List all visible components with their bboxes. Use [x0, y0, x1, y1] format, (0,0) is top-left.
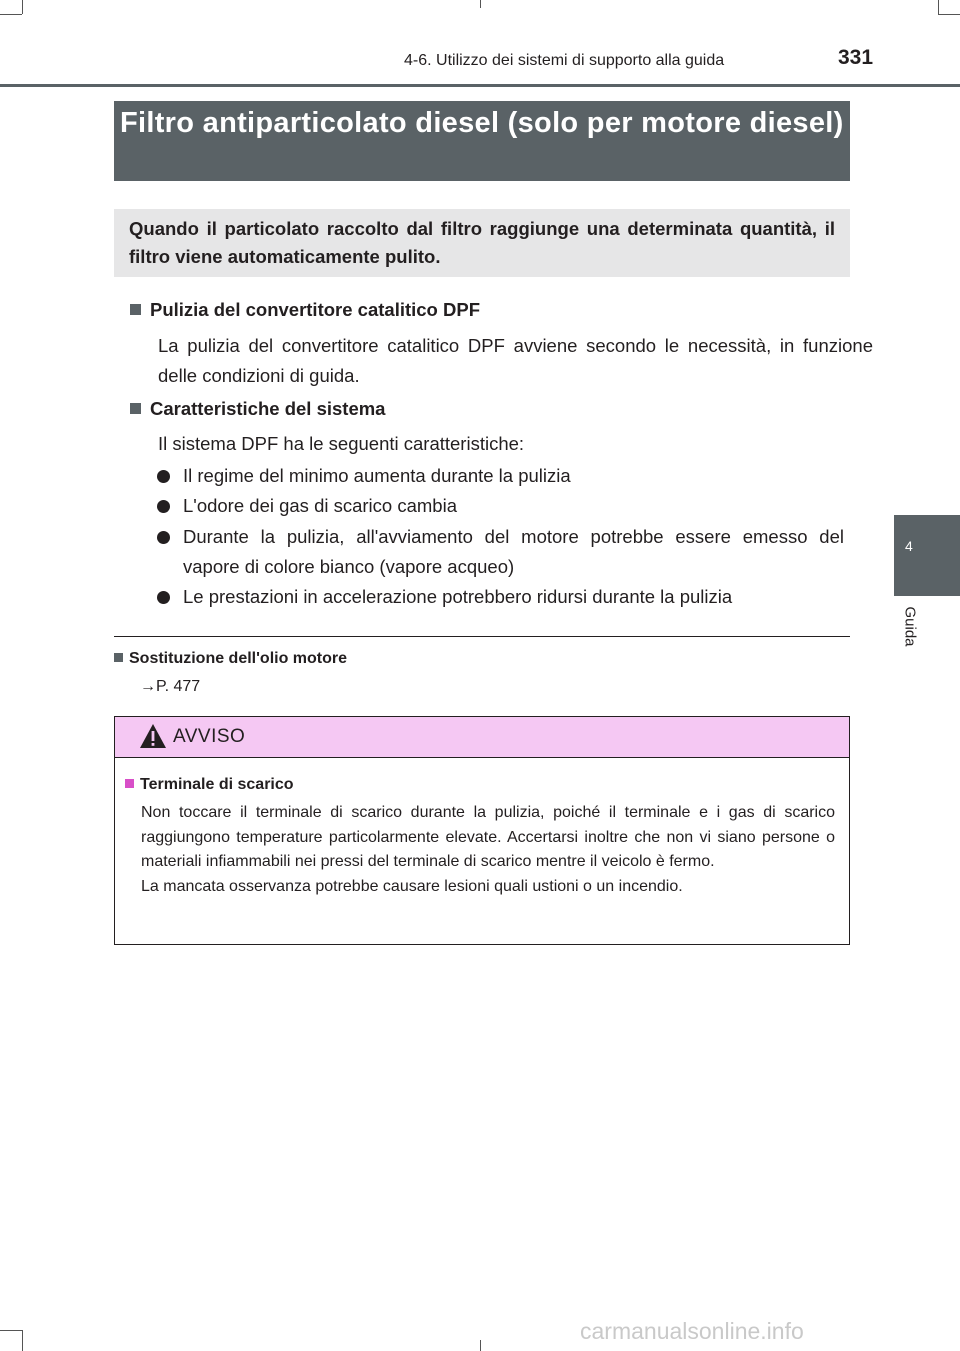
warning-header [115, 717, 849, 758]
crop-mark [480, 0, 481, 8]
list-item: L'odore dei gas di scarico cambia [157, 491, 844, 521]
chapter-label: Guida [901, 606, 919, 647]
page-number: 331 [838, 46, 874, 69]
section-heading: Caratteristiche del sistema [130, 398, 845, 420]
warning-triangle-icon [139, 723, 167, 749]
title-banner [114, 101, 850, 181]
list-item: Il regime del minimo aumenta durante la pulizia [157, 461, 844, 491]
crop-mark [480, 1340, 481, 1351]
square-bullet-icon [130, 304, 141, 315]
square-bullet-icon [130, 403, 141, 414]
page-reference-link[interactable]: →P. 477 [140, 678, 201, 695]
chapter-tab [894, 515, 960, 596]
bullet-dot-icon [157, 531, 170, 544]
crop-mark [938, 14, 960, 15]
warning-body: Non toccare il terminale di scarico durante la pulizia, poiché il terminale e i gas di scarico raggiungono temperature particolarmente elevate. Accertarsi inoltre che non vi siano persone o materiali infiammabili nei pressi del terminale di scarico mentre il veicolo è fermo. La mancata osservanza potrebbe causare lesioni quali ustioni o un incendio. [141, 804, 835, 895]
chapter-number: 4 [905, 538, 913, 554]
warning-label: AVVISO [173, 726, 246, 747]
list-item: Le prestazioni in accelerazione potrebbero ridursi durante la pulizia [157, 582, 844, 612]
crop-mark [0, 14, 22, 15]
bullet-dot-icon [157, 500, 170, 513]
running-header: 4-6. Utilizzo dei sistemi di supporto alla guida [404, 52, 725, 69]
page-title: Filtro antiparticolato diesel (solo per motore diesel) [120, 107, 844, 139]
crop-mark [22, 0, 23, 14]
bullet-dot-icon [157, 470, 170, 483]
bullet-dot-icon [157, 591, 170, 604]
section-heading: Pulizia del convertitore catalitico DPF [130, 299, 845, 321]
note-heading: Sostituzione dell'olio motore [114, 650, 829, 668]
crop-mark [0, 1330, 22, 1331]
intro-text: Quando il particolato raccolto dal filtro raggiunge una determinata quantità, il filtro viene automaticamente pulito. [129, 218, 835, 267]
watermark: carmanualsonline.info [580, 1318, 804, 1344]
section-text: La pulizia del convertitore catalitico DPF avviene secondo le necessità, in funzione delle condizioni di guida. [158, 335, 873, 386]
list-item: Durante la pulizia, all'avviamento del motore potrebbe essere emesso del vapore di colore bianco (vapore acqueo) [157, 522, 844, 582]
warning-box [114, 716, 850, 945]
divider [114, 636, 850, 637]
header-rule [0, 84, 960, 87]
section-text: Il sistema DPF ha le seguenti caratteristiche: [158, 433, 525, 454]
warning-subheading: Terminale di scarico [125, 776, 294, 794]
square-bullet-icon [114, 653, 123, 662]
crop-mark [938, 0, 939, 14]
intro-box [114, 209, 850, 277]
crop-mark [22, 1330, 23, 1351]
square-bullet-icon [125, 779, 134, 788]
